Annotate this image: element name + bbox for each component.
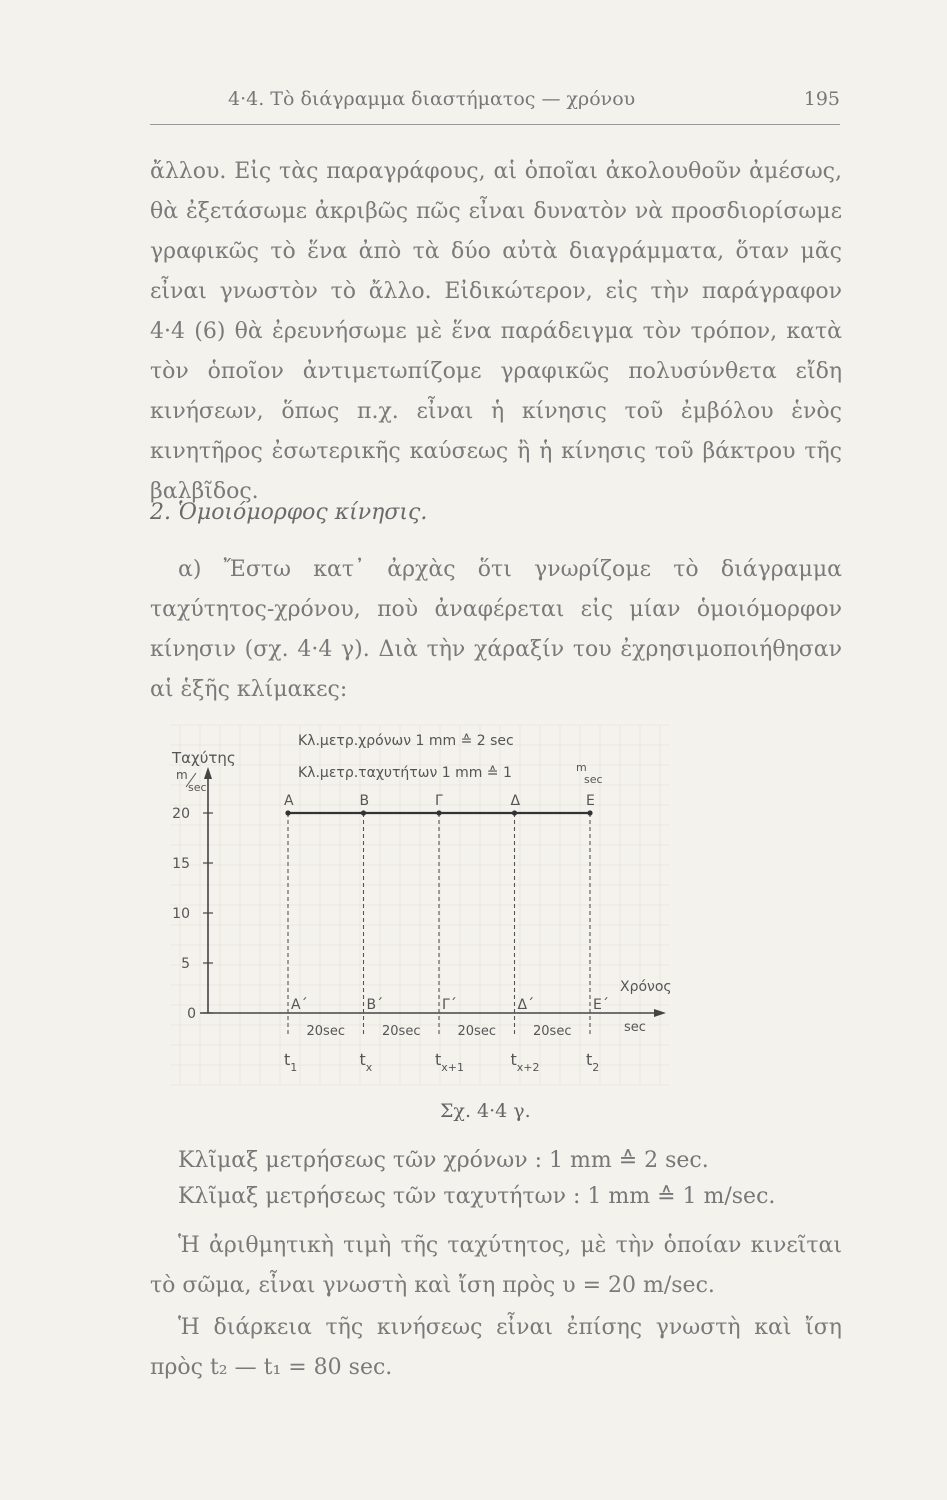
page-number: 195	[803, 88, 840, 110]
time-label: $t_{x+2}$	[510, 1050, 540, 1074]
time-label-sub: 2	[592, 1061, 600, 1074]
running-head	[150, 88, 840, 118]
point-label-bottom: Ε΄	[593, 997, 609, 1013]
interval-label: 20sec	[457, 1024, 496, 1039]
y-unit-numerator: m	[176, 768, 188, 782]
y-axis-label: Ταχύτης	[172, 749, 236, 767]
time-label: $t_1$	[284, 1050, 298, 1074]
y-axis-arrow-icon	[204, 767, 212, 779]
scale-speed-label: Κλ.μετρ.ταχυτήτων 1 mm ≙ 1	[298, 765, 512, 781]
running-title: 4·4. Τὸ διάγραμμα διαστήματος — χρόνου	[228, 88, 636, 110]
time-label-sub: x+2	[516, 1061, 540, 1074]
point-label-bottom: Β΄	[366, 997, 384, 1013]
time-label-sub: x	[365, 1061, 373, 1074]
figure-caption: Σχ. 4·4 γ.	[440, 1100, 531, 1122]
point-label-top: Γ	[435, 793, 443, 809]
point-label-top: Α	[284, 793, 294, 809]
section-heading: 2. Ὁμοιόμορφος κίνησις.	[150, 500, 428, 525]
point-label-top: Ε	[586, 793, 595, 809]
time-label-sub: x+1	[441, 1061, 465, 1074]
y-tick-label: 15	[172, 856, 190, 872]
velocity-time-figure	[160, 715, 680, 1125]
scale-speed-unit-num: m	[576, 761, 587, 774]
point-label-bottom: Δ΄	[517, 997, 535, 1013]
time-label: $t_{x+1}$	[435, 1050, 465, 1074]
point-label-top: Δ	[510, 793, 521, 809]
scale-time-text: Κλῖμαξ μετρήσεως τῶν χρόνων : 1 mm ≙ 2 sec.	[178, 1148, 709, 1173]
point-label-bottom: Α΄	[291, 997, 308, 1013]
interval-label: 20sec	[306, 1024, 345, 1039]
paragraph-2: α) Ἔστω κατ᾽ ἀρχὰς ὅτι γνωρίζομε τὸ διάγραμμα ταχύτητος-χρόνου, ποὺ ἀναφέρεται εἰς μίαν ὁμοιόμορφον κίνησιν (σχ. 4·4 γ). Διὰ τὴν χάραξίν του ἐχρησιμοποιήθησαν αἱ ἑξῆς κλίμακες:	[150, 557, 842, 702]
interval-label: 20sec	[382, 1024, 421, 1039]
header-rule	[150, 124, 840, 125]
paragraph-3: Ἡ ἀριθμητικὴ τιμὴ τῆς ταχύτητος, μὲ τὴν ὁποίαν κινεῖται τὸ σῶμα, εἶναι γνωστὴ καὶ ἴση πρὸς υ = 20 m/sec.	[150, 1233, 842, 1298]
time-label: $t_2$	[586, 1050, 600, 1074]
scale-time-label: Κλ.μετρ.χρόνων 1 mm ≙ 2 sec	[298, 733, 514, 749]
point-label-bottom: Γ΄	[442, 997, 457, 1013]
x-axis-unit: sec	[624, 1020, 646, 1035]
scale-speed-text: Κλῖμαξ μετρήσεως τῶν ταχυτήτων : 1 mm ≙ 1 m/sec.	[178, 1184, 776, 1209]
x-axis-label: Χρόνος	[620, 979, 672, 995]
paragraph-4: Ἡ διάρκεια τῆς κινήσεως εἶναι ἐπίσης γνωστὴ καὶ ἴση πρὸς t₂ — t₁ = 80 sec.	[150, 1315, 842, 1380]
y-tick-label: 0	[187, 1006, 196, 1022]
scale-speed-unit-den: sec	[584, 773, 603, 786]
point-label-top: Β	[359, 793, 370, 809]
velocity-time-diagram	[160, 715, 680, 1125]
y-tick-label: 20	[172, 806, 190, 822]
time-label-sub: 1	[290, 1061, 298, 1074]
y-tick-label: 5	[181, 956, 190, 972]
y-unit-denominator: sec	[188, 781, 207, 794]
paragraph-1: ἄλλου. Εἰς τὰς παραγράφους, αἱ ὁποῖαι ἀκολουθοῦν ἀμέσως, θὰ ἐξετάσωμε ἀκριβῶς πῶς εἶναι δυνατὸν νὰ προσδιορίσωμε γραφικῶς τὸ ἕνα ἀπὸ τὰ δύο αὐτὰ διαγράμματα, ὅταν μᾶς εἶναι γνωστὸν τὸ ἄλλο. Εἰδικώτερον, εἰς τὴν παράγραφον 4·4 (6) θὰ ἐρευνήσωμε μὲ ἕνα παράδειγμα τὸν τρόπον, κατὰ τὸν ὁποῖον ἀντιμετωπίζομε γραφικῶς πολυσύνθετα εἴδη κινήσεων, ὅπως π.χ. εἶναι ἡ κίνησις τοῦ ἐμβόλου ἑνὸς κινητῆρος ἐσωτερικῆς καύσεως ἢ ἡ κίνησις τοῦ βάκτρου τῆς βαλβῖδος.	[150, 159, 842, 504]
interval-label: 20sec	[533, 1024, 572, 1039]
y-tick-label: 10	[172, 906, 190, 922]
time-label: $t_x$	[359, 1050, 373, 1074]
